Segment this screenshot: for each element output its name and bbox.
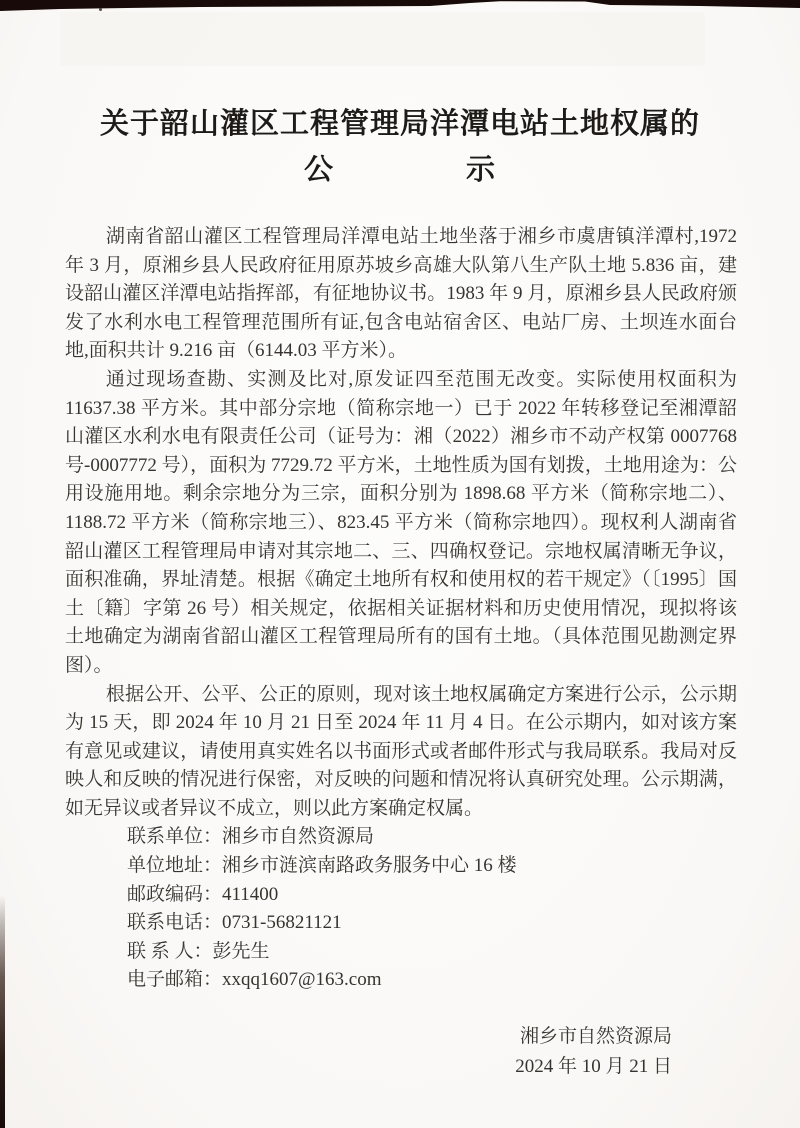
title-char-shi: 示: [466, 154, 497, 186]
signature-block: [0, 1022, 672, 1081]
title-char-gong: 公: [303, 154, 334, 186]
signature-org: 湘乡市自然资源局: [519, 1026, 672, 1048]
contact-label: 联系单位：: [127, 826, 223, 848]
notice-body: [65, 223, 737, 823]
scan-speck: [99, 8, 102, 11]
contact-value: 411400: [222, 883, 279, 905]
scan-edge-artifact-left: [0, 895, 5, 1128]
contact-label: 联系电话：: [127, 912, 223, 934]
contact-label: 邮政编码：: [127, 883, 223, 905]
title-line-2: [60, 150, 740, 191]
contact-label: 单位地址：: [127, 855, 223, 877]
contact-value: 湘乡市涟滨南路政务服务中心 16 楼: [222, 855, 517, 877]
contact-value: 彭先生: [212, 940, 270, 962]
contact-label: 电子邮箱：: [127, 969, 223, 991]
contact-label: 联 系 人：: [127, 940, 213, 962]
contact-block: [127, 823, 737, 995]
signature-date: 2024 年 10 月 21 日: [515, 1055, 672, 1077]
body-paragraph-2: 通过现场查勘、实测及比对,原发证四至范围无改变。实际使用权面积为 11637.38 平方米。其中部分宗地（简称宗地一）已于 2022 年转移登记至湘潭韶山灌区水利水电有限责任公司（证号为：湘（2022）湘乡市不动产权第 0007768 号-0007772 号），面积为 7729.72 平方米，土地性质为国有划拨，土地用途为：公用设施用地。剩余宗地分为三宗，面积分别为 1898.68 平方米（简称宗地二）、1188.72 平方米（简称宗地三）、823.45 平方米（简称宗地四）。现权利人湖南省韶山灌区工程管理局申请对其宗地二、三、四确权登记。宗地权属清晰无争议，面积准确，界址清楚。根据《确定土地所有权和使用权的若干规定》（〔1995〕国土〔籍〕字第 26 号）相关规定，依据相关证据材料和历史使用情况，现拟将该土地确定为湖南省韶山灌区工程管理局所有的国有土地。（具体范围见勘测定界图）。: [65, 368, 737, 676]
title-line-1: 关于韶山灌区工程管理局洋潭电站土地权属的: [99, 108, 700, 140]
contact-value: 0731-56821121: [222, 912, 342, 934]
body-paragraph-1: 湖南省韶山灌区工程管理局洋潭电站土地坐落于湘乡市虞唐镇洋潭村,1972 年 3 月，原湘乡县人民政府征用原苏坡乡高雄大队第八生产队土地 5.836 亩，建设韶山灌区洋潭电站指挥部，有征地协议书。1983 年 9 月，原湘乡县人民政府颁发了水利水电工程管理范围所有证,包含电站宿舍区、电站厂房、土坝连水面台地,面积共计 9.216 亩（6144.03 平方米）。: [65, 226, 737, 362]
contact-value: xxqq1607@163.com: [222, 969, 382, 991]
contact-line-unit: [127, 823, 737, 852]
contact-value: 湘乡市自然资源局: [222, 826, 375, 848]
contact-line-person: [127, 938, 737, 967]
contact-line-address: [127, 852, 737, 881]
contact-line-postcode: [127, 881, 737, 910]
body-paragraph-3: 根据公开、公平、公正的原则，现对该土地权属确定方案进行公示，公示期为 15 天，即 2024 年 10 月 21 日至 2024 年 11 月 4 日。在公示期内，如对该方案有意见或建议，请使用真实姓名以书面形式或者邮件形式与我局联系。我局对反映人和反映的情况进行保密，对反映的问题和情况将认真研究处理。公示期满，如无异议或者异议不成立，则以此方案确定权属。: [65, 683, 737, 819]
scan-smudge: [60, 12, 705, 66]
contact-line-email: [127, 966, 737, 995]
contact-line-phone: [127, 909, 737, 938]
